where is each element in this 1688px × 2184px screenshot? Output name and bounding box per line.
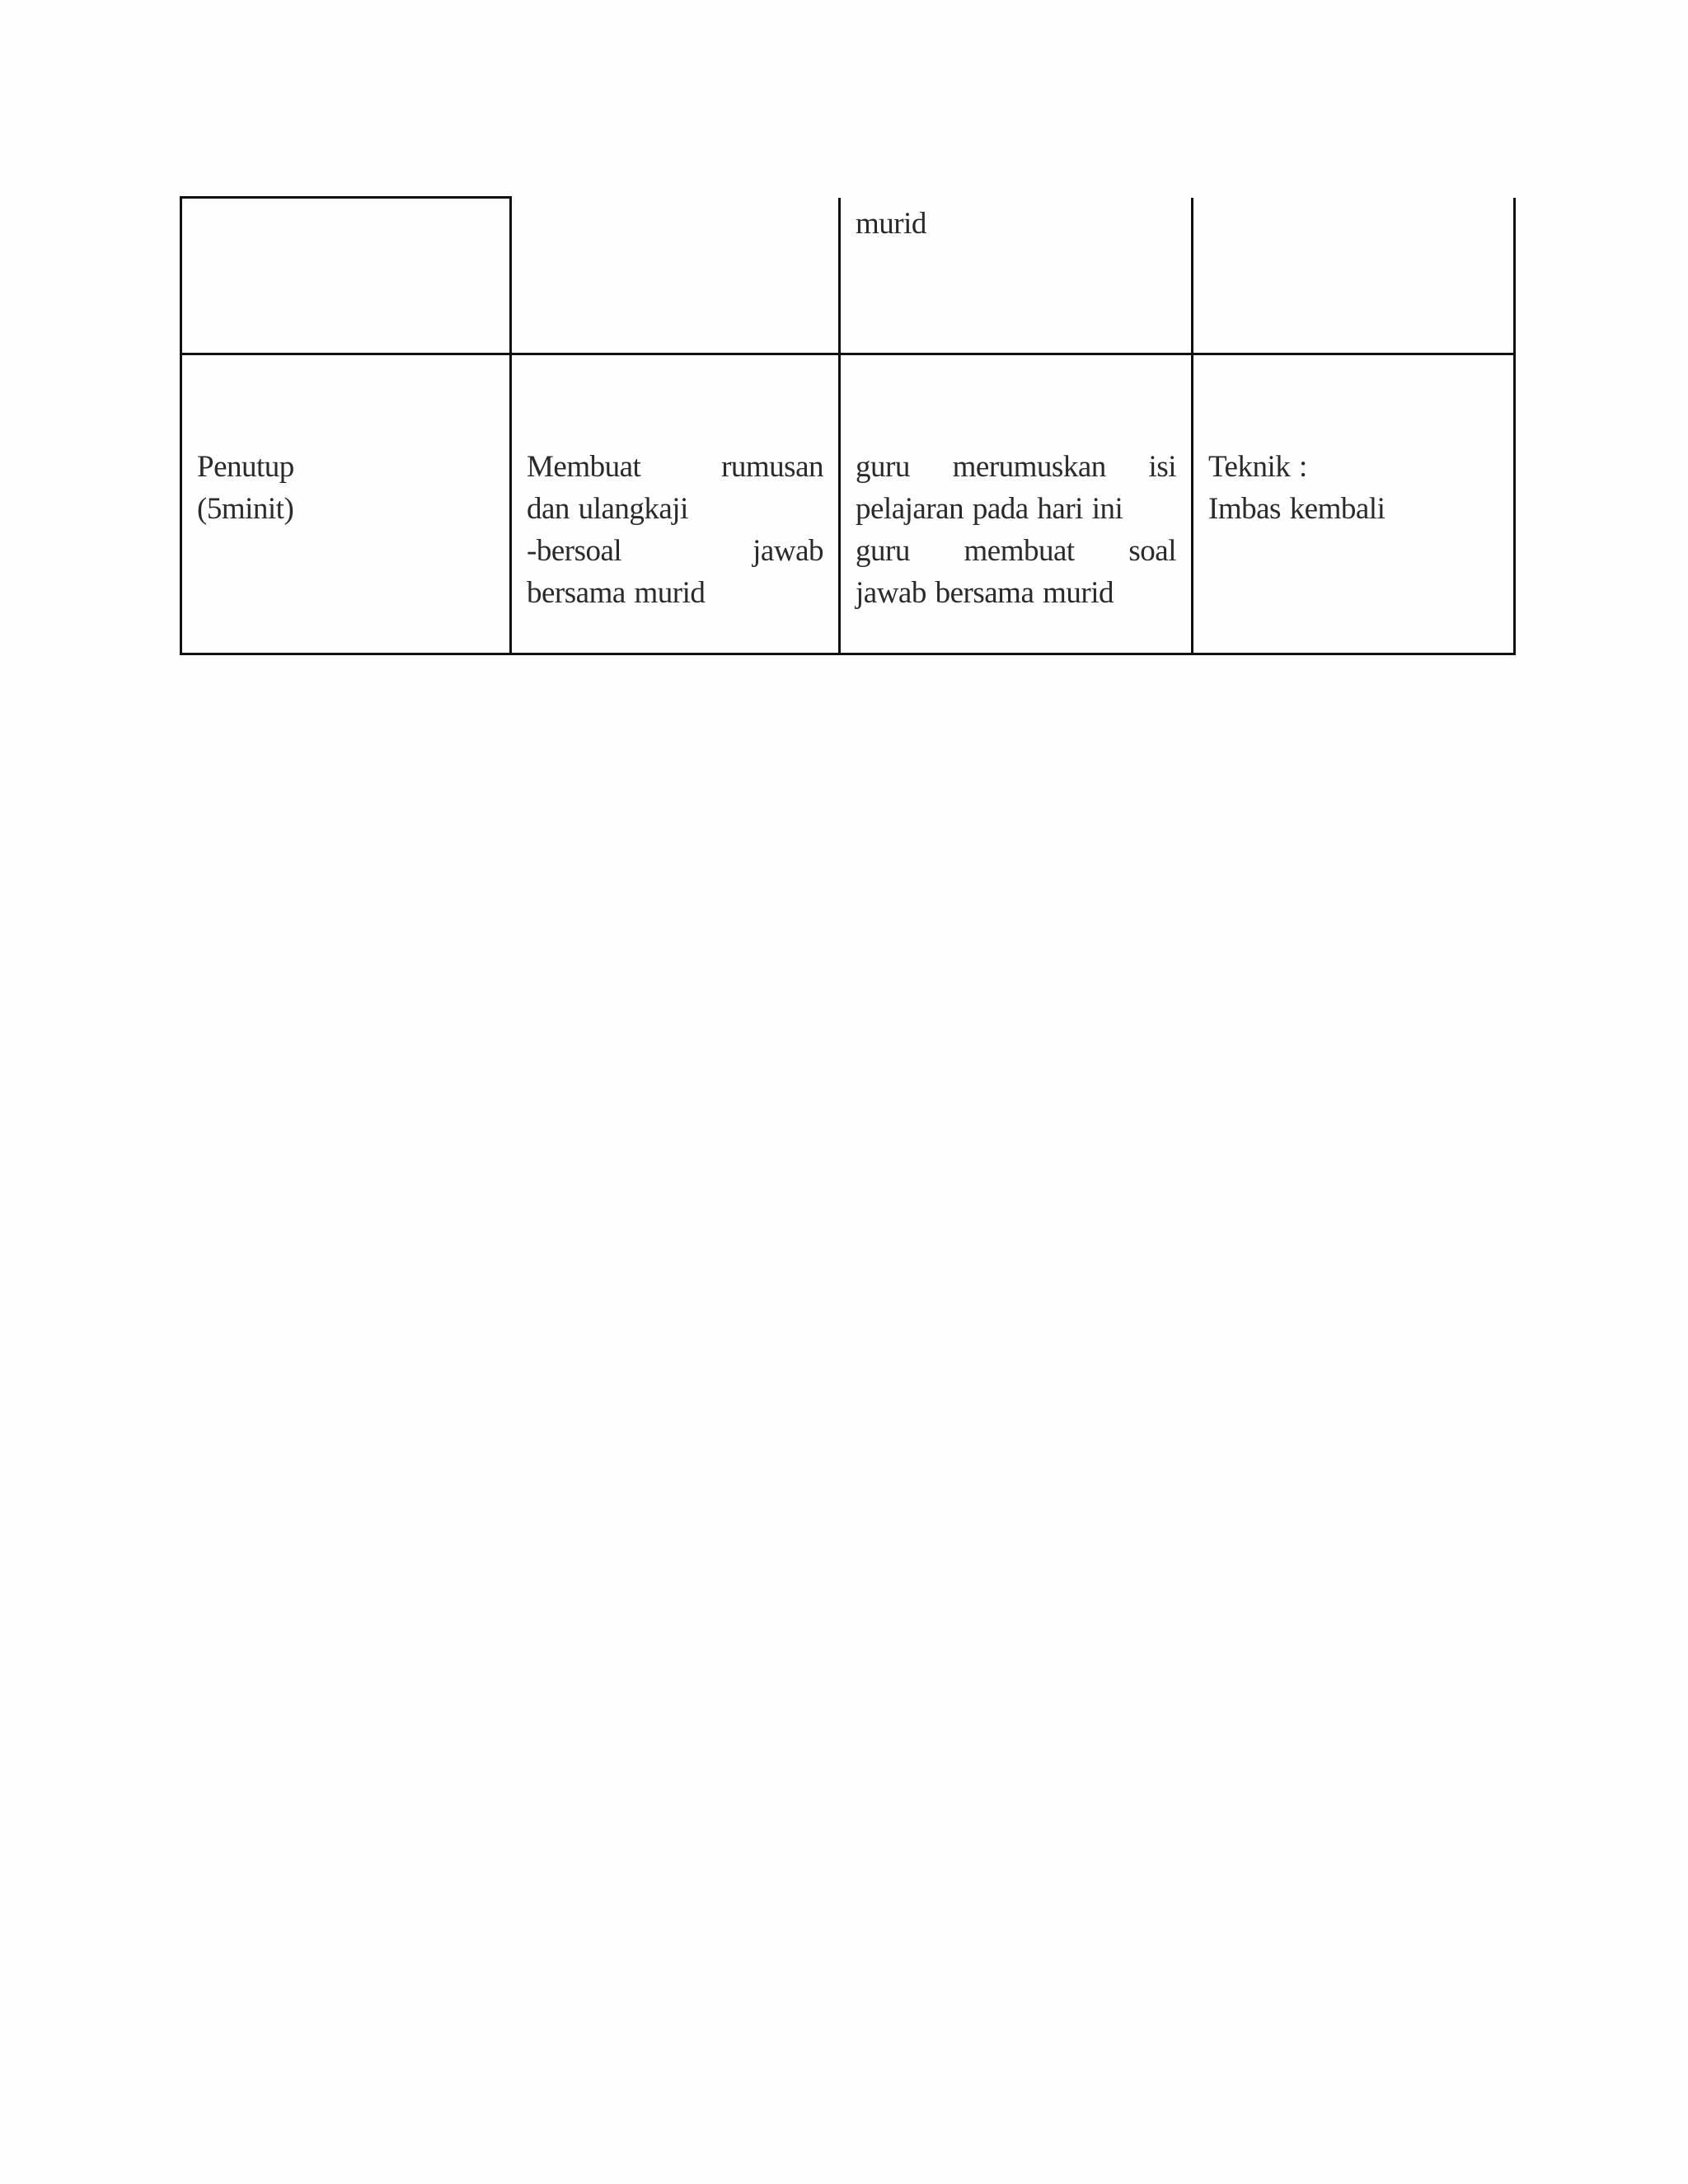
cell-activity	[840, 354, 1193, 654]
activity-line-1: guru merumuskan isi	[856, 450, 1176, 484]
cell-stage	[181, 354, 511, 654]
cell-notes-continued	[1193, 198, 1515, 354]
table-row-penutup	[181, 354, 1515, 654]
content-line-2: dan ulangkaji	[527, 492, 688, 526]
notes-line-1: Teknik :	[1208, 450, 1307, 484]
content-line-3: -bersoal jawab	[527, 534, 823, 568]
content-line-1: Membuat rumusan	[527, 450, 823, 484]
cell-notes	[1193, 354, 1515, 654]
cell-content	[511, 354, 840, 654]
cell-stage-continued	[181, 198, 511, 354]
stage-label: Penutup	[197, 450, 294, 484]
content-line-4: bersama murid	[527, 576, 706, 610]
activity-line-2: pelajaran pada hari ini	[856, 492, 1123, 526]
activity-line-4: jawab bersama murid	[856, 576, 1114, 610]
stage-duration: (5minit)	[197, 492, 294, 526]
notes-line-2: Imbas kembali	[1208, 492, 1386, 526]
table-row-continued	[181, 198, 1515, 354]
lesson-plan-table	[180, 196, 1516, 655]
cell-activity-continued: murid	[840, 198, 1193, 354]
activity-line-3: guru membuat soal	[856, 534, 1176, 568]
cell-content-continued	[511, 198, 840, 354]
